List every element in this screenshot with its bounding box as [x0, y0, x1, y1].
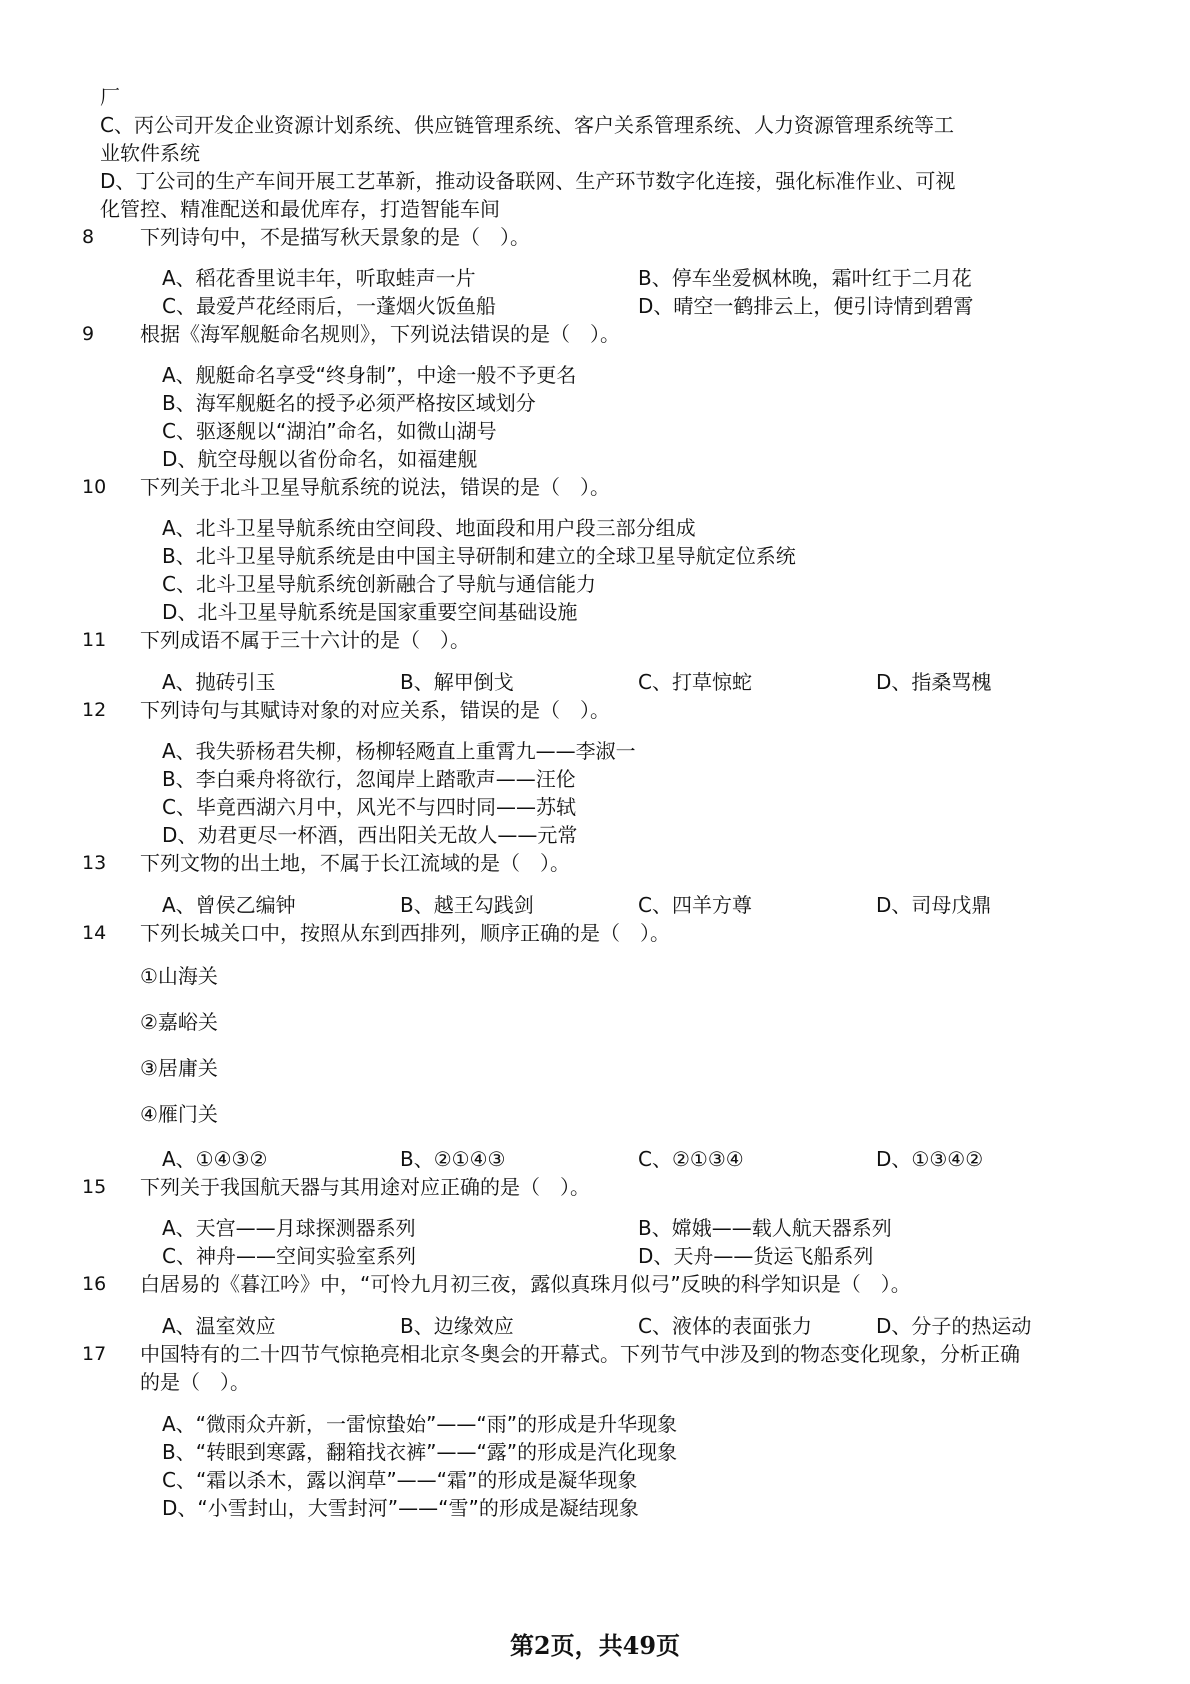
q17-stem-line2: 的是（ ）。 — [140, 1370, 250, 1394]
q12-option-a: A、我失骄杨君失柳，杨柳轻飏直上重霄九——李淑一 — [162, 739, 636, 763]
q14-number: 14 — [82, 922, 107, 944]
q9-number: 9 — [82, 323, 95, 345]
q16-option-b: B、边缘效应 — [400, 1314, 514, 1338]
q16-number: 16 — [82, 1273, 107, 1295]
q17-option-d: D、“小雪封山，大雪封河”——“雪”的形成是凝结现象 — [162, 1496, 639, 1520]
q17-option-a: A、“微雨众卉新，一雷惊蛰始”——“雨”的形成是升华现象 — [162, 1412, 678, 1436]
q10-option-a: A、北斗卫星导航系统由空间段、地面段和用户段三部分组成 — [162, 516, 696, 540]
q13-option-b: B、越王勾践剑 — [400, 893, 534, 917]
q14-option-d: D、①③④② — [876, 1147, 984, 1171]
q12-option-b: B、李白乘舟将欲行，忽闻岸上踏歌声——汪伦 — [162, 767, 576, 791]
q10-stem: 下列关于北斗卫星导航系统的说法，错误的是（ ）。 — [140, 475, 610, 499]
q14-item-4: ④雁门关 — [140, 1102, 218, 1126]
q13-option-c: C、四羊方尊 — [638, 893, 752, 917]
continuation-fragment: 厂 — [100, 85, 120, 109]
q11-option-d: D、指桑骂槐 — [876, 670, 992, 694]
q17-option-c: C、“霜以杀木，露以润草”——“霜”的形成是凝华现象 — [162, 1468, 638, 1492]
q8-option-c: C、最爱芦花经雨后，一蓬烟火饭鱼船 — [162, 294, 496, 318]
q9-option-c: C、驱逐舰以“湖泊”命名，如微山湖号 — [162, 419, 497, 443]
q13-number: 13 — [82, 852, 107, 874]
q16-option-a: A、温室效应 — [162, 1314, 276, 1338]
q15-option-a: A、天宫——月球探测器系列 — [162, 1216, 416, 1240]
q11-number: 11 — [82, 629, 107, 651]
q9-option-d: D、航空母舰以省份命名，如福建舰 — [162, 447, 478, 471]
q11-stem: 下列成语不属于三十六计的是（ ）。 — [140, 628, 470, 652]
q14-option-c: C、②①③④ — [638, 1147, 744, 1171]
q10-option-d: D、北斗卫星导航系统是国家重要空间基础设施 — [162, 600, 578, 624]
q12-number: 12 — [82, 699, 107, 721]
q8-option-b: B、停车坐爱枫林晚，霜叶红于二月花 — [638, 266, 972, 290]
q7-option-c-line1: C、丙公司开发企业资源计划系统、供应链管理系统、客户关系管理系统、人力资源管理系统等工 — [100, 113, 954, 137]
q8-option-d: D、晴空一鹤排云上，便引诗情到碧霄 — [638, 294, 974, 318]
q14-item-2: ②嘉峪关 — [140, 1010, 218, 1034]
q14-item-3: ③居庸关 — [140, 1056, 218, 1080]
q7-option-d-line2: 化管控、精准配送和最优库存，打造智能车间 — [100, 197, 500, 221]
q11-option-b: B、解甲倒戈 — [400, 670, 514, 694]
q14-option-a: A、①④③② — [162, 1147, 268, 1171]
q17-number: 17 — [82, 1343, 107, 1365]
q11-option-a: A、抛砖引玉 — [162, 670, 276, 694]
q9-option-b: B、海军舰艇名的授予必须严格按区域划分 — [162, 391, 536, 415]
q13-option-d: D、司母戊鼎 — [876, 893, 992, 917]
q15-option-c: C、神舟——空间实验室系列 — [162, 1244, 416, 1268]
q15-option-d: D、天舟——货运飞船系列 — [638, 1244, 874, 1268]
q7-option-c-line2: 业软件系统 — [100, 141, 200, 165]
page-number-footer: 第2页，共49页 — [509, 1631, 681, 1660]
q16-option-c: C、液体的表面张力 — [638, 1314, 812, 1338]
q14-option-b: B、②①④③ — [400, 1147, 506, 1171]
q13-option-a: A、曾侯乙编钟 — [162, 893, 296, 917]
q16-option-d: D、分子的热运动 — [876, 1314, 1032, 1338]
q8-number: 8 — [82, 226, 95, 248]
q14-item-1: ①山海关 — [140, 964, 218, 988]
q8-stem: 下列诗句中，不是描写秋天景象的是（ ）。 — [140, 225, 530, 249]
q15-number: 15 — [82, 1176, 107, 1198]
q8-option-a: A、稻花香里说丰年，听取蛙声一片 — [162, 266, 476, 290]
q9-stem: 根据《海军舰艇命名规则》，下列说法错误的是（ ）。 — [140, 322, 620, 346]
q10-number: 10 — [82, 476, 107, 498]
q16-stem: 白居易的《暮江吟》中，“可怜九月初三夜，露似真珠月似弓”反映的科学知识是（ ）。 — [140, 1272, 911, 1296]
q12-option-c: C、毕竟西湖六月中，风光不与四时同——苏轼 — [162, 795, 576, 819]
q12-stem: 下列诗句与其赋诗对象的对应关系，错误的是（ ）。 — [140, 698, 610, 722]
q15-stem: 下列关于我国航天器与其用途对应正确的是（ ）。 — [140, 1175, 590, 1199]
q9-option-a: A、舰艇命名享受“终身制”，中途一般不予更名 — [162, 363, 577, 387]
q15-option-b: B、嫦娥——载人航天器系列 — [638, 1216, 892, 1240]
q17-stem-line1: 中国特有的二十四节气惊艳亮相北京冬奥会的开幕式。下列节气中涉及到的物态变化现象，分析正确 — [140, 1342, 1020, 1366]
q11-option-c: C、打草惊蛇 — [638, 670, 752, 694]
q13-stem: 下列文物的出土地，不属于长江流域的是（ ）。 — [140, 851, 570, 875]
q14-stem: 下列长城关口中，按照从东到西排列，顺序正确的是（ ）。 — [140, 921, 670, 945]
q17-option-b: B、“转眼到寒露，翻箱找衣裤”——“露”的形成是汽化现象 — [162, 1440, 678, 1464]
q12-option-d: D、劝君更尽一杯酒，西出阳关无故人——元常 — [162, 823, 578, 847]
q7-option-d-line1: D、丁公司的生产车间开展工艺革新，推动设备联网、生产环节数字化连接，强化标准作业、可视 — [100, 169, 956, 193]
q10-option-b: B、北斗卫星导航系统是由中国主导研制和建立的全球卫星导航定位系统 — [162, 544, 796, 568]
q10-option-c: C、北斗卫星导航系统创新融合了导航与通信能力 — [162, 572, 596, 596]
